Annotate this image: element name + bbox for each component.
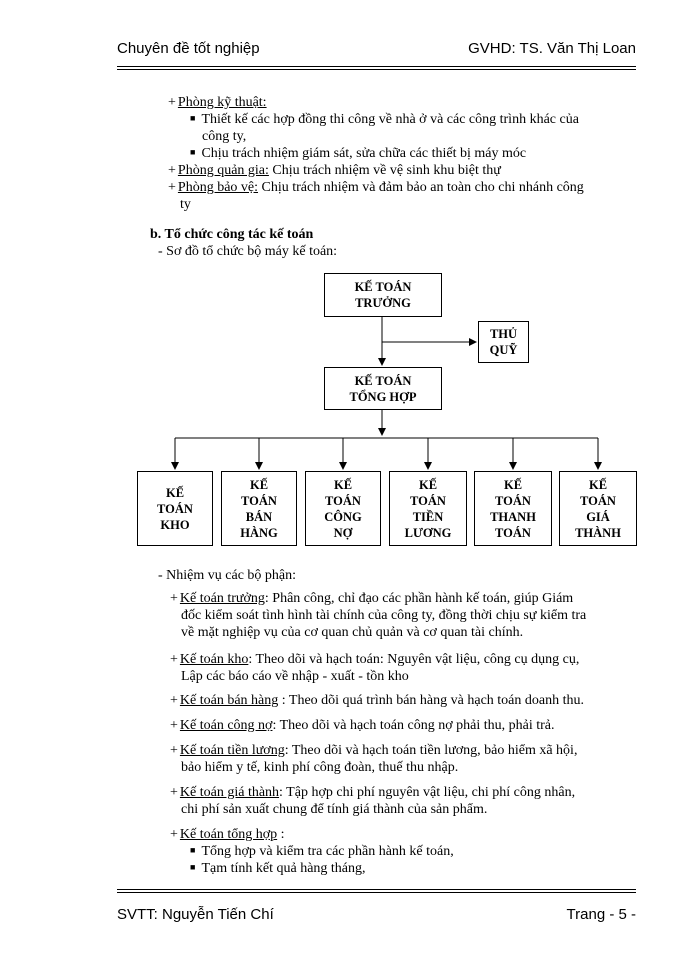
duty-gia-thanh-label: Kế toán giá thành xyxy=(179,785,280,800)
box-line: CÔNG xyxy=(324,509,362,524)
header-right: GVHD: TS. Văn Thị Loan xyxy=(468,40,636,57)
duty-ban-hang-text: : Theo dõi quá trình bán hàng và hạch toán doanh thu. xyxy=(278,693,584,708)
box-line: TOÁN xyxy=(580,493,616,508)
bao-ve-label: Phòng bảo vệ: xyxy=(177,180,259,195)
box-line: THANH xyxy=(490,509,536,524)
duty-gia-thanh-text: : Tập hợp chi phí nguyên vật liệu, chi phí công nhân, xyxy=(279,785,576,800)
box-line: KẾ xyxy=(333,477,353,492)
box-line: TOÁN xyxy=(495,525,531,540)
box-ke-toan-truong xyxy=(324,273,442,317)
item-phong-ky-thuat: + Phòng kỹ thuật: xyxy=(168,95,267,110)
box-line: KẾ TOÁN xyxy=(354,373,412,388)
box-line: BÁN xyxy=(245,509,273,524)
ky-thuat-bullet-1-text: Thiết kế các hợp đồng thi công về nhà ở và các công trình khác của xyxy=(201,112,579,127)
box-ke-toan-kho xyxy=(137,471,213,546)
box-line: THÀNH xyxy=(575,525,621,540)
duty-truong-l1: + Kế toán trưởng: Phân công, chỉ đạo các phần hành kế toán, giúp Giám xyxy=(170,591,574,606)
box-line: KẾ xyxy=(165,485,185,500)
duty-kho-l2: Lập các báo cáo về nhập - xuất - tồn kho xyxy=(181,669,409,684)
ky-thuat-bullet-2-text: Chịu trách nhiệm giám sát, sửa chữa các thiết bị máy móc xyxy=(201,146,527,161)
box-line: TỔNG HỢP xyxy=(349,389,417,404)
box-line: TOÁN xyxy=(157,501,193,516)
box-ke-toan-tong-hop xyxy=(324,367,442,410)
box-line: THỦ xyxy=(489,327,518,341)
box-line: TIỀN xyxy=(412,509,444,524)
duty-ban-hang-label: Kế toán bán hàng xyxy=(179,693,279,708)
box-ke-toan-tien-luong xyxy=(389,471,467,546)
duties-intro: - Nhiệm vụ các bộ phận: xyxy=(158,568,297,583)
bao-ve-cont: ty xyxy=(180,197,191,212)
duty-tong-hop: + Kế toán tổng hợp : xyxy=(170,827,285,842)
box-line: HÀNG xyxy=(240,525,278,540)
duty-tong-hop-text: : xyxy=(277,827,285,842)
box-thu-quy xyxy=(478,321,529,363)
duty-gia-thanh-l1: + Kế toán giá thành: Tập hợp chi phí nguyên vật liệu, chi phí công nhân, xyxy=(170,785,576,800)
quan-gia-text: Chịu trách nhiệm về vệ sinh khu biệt thự xyxy=(268,163,501,178)
box-line: TOÁN xyxy=(241,493,277,508)
box-line: GIÁ xyxy=(586,509,610,524)
tong-hop-bullet-1-text: Tổng hợp và kiểm tra các phần hành kế toán, xyxy=(201,844,454,859)
box-line: KẾ xyxy=(418,477,438,492)
box-line: TOÁN xyxy=(410,493,446,508)
duty-tien-luong-l2: bảo hiểm y tế, kinh phí công đoàn, thuế thu nhập. xyxy=(181,760,459,775)
quan-gia-label: Phòng quản gia: xyxy=(177,163,269,178)
ky-thuat-bullet-1-cont: công ty, xyxy=(202,129,247,144)
box-ke-toan-gia-thanh xyxy=(559,471,637,546)
box-line: KẾ xyxy=(588,477,608,492)
tong-hop-bullet-2-text: Tạm tính kết quả hàng tháng, xyxy=(201,861,366,876)
box-ke-toan-ban-hang xyxy=(221,471,297,546)
duty-cong-no-text: : Theo dõi và hạch toán công nợ phải thu, phải trả. xyxy=(272,718,555,733)
box-line: KHO xyxy=(160,517,190,532)
square-bullet-icon: ■ xyxy=(190,862,196,872)
box-line: NỢ xyxy=(333,525,353,540)
section-b-title: b. Tổ chức công tác kế toán xyxy=(150,227,314,242)
duty-gia-thanh-l2: chi phí sản xuất chung để tính giá thành của sản phẩm. xyxy=(181,802,488,817)
box-ke-toan-thanh-toan xyxy=(474,471,552,546)
duty-tien-luong-l1: + Kế toán tiền lương: Theo dõi và hạch toán tiền lương, bảo hiểm xã hội, xyxy=(170,743,578,758)
box-line: TRƯỞNG xyxy=(355,296,411,310)
footer-left: SVTT: Nguyễn Tiến Chí xyxy=(117,906,274,923)
duty-truong-l3: về mặt nghiệp vụ của cơ quan chủ quản và cơ quan tài chính. xyxy=(181,625,524,640)
section-b-intro: - Sơ đồ tổ chức bộ máy kế toán: xyxy=(158,244,338,259)
box-line: LƯƠNG xyxy=(404,525,452,540)
footer-rule-2 xyxy=(117,892,636,893)
item-phong-quan-gia: + Phòng quản gia: Chịu trách nhiệm về vệ sinh khu biệt thự xyxy=(168,163,501,178)
footer-rule xyxy=(117,889,636,890)
duty-kho-label: Kế toán kho xyxy=(179,652,249,667)
duty-kho-text: : Theo dõi và hạch toán: Nguyên vật liệu, công cụ dụng cụ, xyxy=(248,652,580,667)
box-line: TOÁN xyxy=(495,493,531,508)
square-bullet-icon: ■ xyxy=(190,113,196,123)
square-bullet-icon: ■ xyxy=(190,147,196,157)
duty-tien-luong-text: : Theo dõi và hạch toán tiền lương, bảo hiểm xã hội, xyxy=(284,743,578,758)
box-line: QUỸ xyxy=(489,343,518,357)
tong-hop-bullet-1 xyxy=(190,843,454,861)
tong-hop-bullet-2 xyxy=(190,860,366,878)
bao-ve-text: Chịu trách nhiệm và đảm bảo an toàn cho chi nhánh công xyxy=(258,180,584,195)
box-ke-toan-cong-no xyxy=(305,471,381,546)
footer-right: Trang - 5 - xyxy=(566,906,636,923)
duty-cong-no: + Kế toán công nợ: Theo dõi và hạch toán công nợ phải thu, phải trả. xyxy=(170,718,555,733)
box-line: KẾ xyxy=(249,477,269,492)
box-line: TOÁN xyxy=(325,493,361,508)
box-line: KẾ TOÁN xyxy=(354,280,412,294)
duty-truong-l2: đốc kiểm soát tình hình tài chính của công ty, đồng thời chịu sự kiểm tra xyxy=(181,608,587,623)
duty-cong-no-label: Kế toán công nợ xyxy=(179,718,273,733)
duty-kho-l1: + Kế toán kho: Theo dõi và hạch toán: Nguyên vật liệu, công cụ dụng cụ, xyxy=(170,652,580,667)
duty-truong-text: : Phân công, chỉ đạo các phần hành kế toán, giúp Giám xyxy=(264,591,574,606)
ky-thuat-label: Phòng kỹ thuật: xyxy=(177,95,267,110)
header-left: Chuyên đề tốt nghiệp xyxy=(117,40,260,57)
item-phong-bao-ve: + Phòng bảo vệ: Chịu trách nhiệm và đảm bảo an toàn cho chi nhánh công xyxy=(168,180,584,195)
duty-tong-hop-label: Kế toán tổng hợp xyxy=(179,827,278,842)
box-line: KẾ xyxy=(503,477,523,492)
duty-truong-label: Kế toán trưởng xyxy=(179,591,265,606)
duty-tien-luong-label: Kế toán tiền lương xyxy=(179,743,285,758)
square-bullet-icon: ■ xyxy=(190,845,196,855)
duty-ban-hang: + Kế toán bán hàng : Theo dõi quá trình bán hàng và hạch toán doanh thu. xyxy=(170,693,584,708)
